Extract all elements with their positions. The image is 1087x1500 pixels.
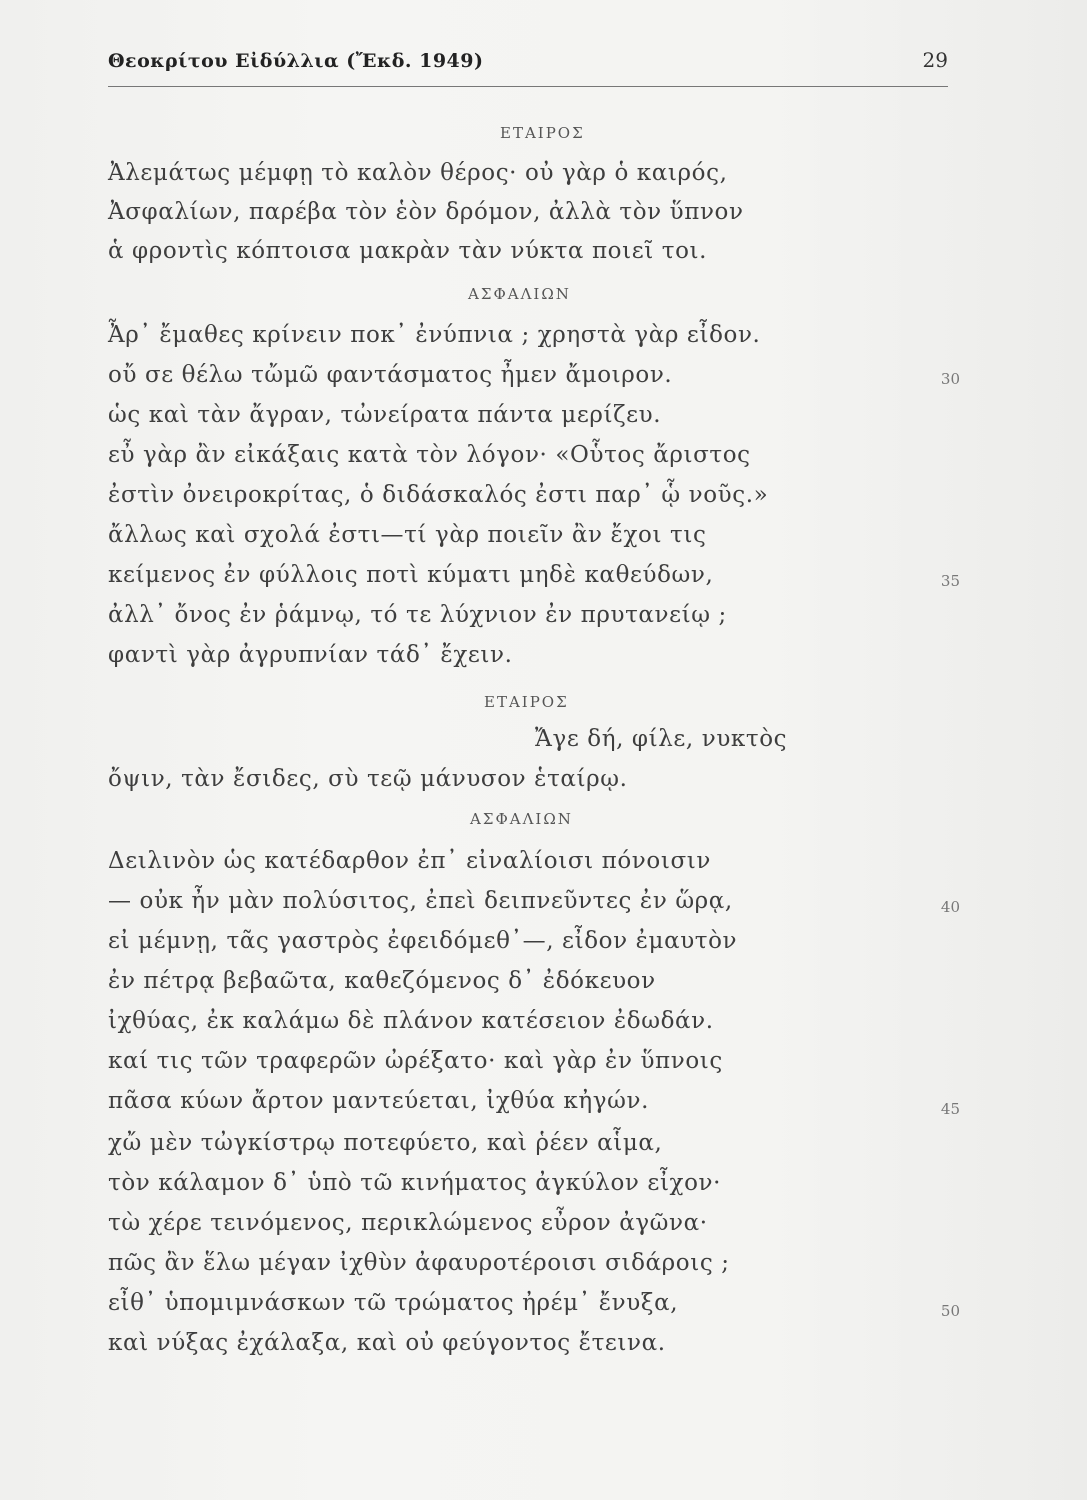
verse-line: ἄλλως καὶ σχολά ἐστι—τί γὰρ ποιεῖν ἂν ἔχοι τις	[108, 522, 707, 548]
page-number: 29	[922, 48, 948, 72]
verse-line: ὡς καὶ τὰν ἄγραν, τὠνείρατα πάντα μερίζευ.	[108, 402, 662, 428]
verse-line: τὸν κάλαμον δ᾽ ὑπὸ τῶ κινήματος ἀγκύλον εἶχον·	[108, 1170, 722, 1196]
verse-line: εἰ μέμνῃ, τᾶς γαστρὸς ἐφειδόμεθ᾽—, εἶδον ἐμαυτὸν	[108, 928, 738, 954]
verse-line: Ἆρ᾽ ἔμαθες κρίνειν ποκ᾽ ἐνύπνια ; χρηστὰ γὰρ εἶδον.	[108, 322, 761, 348]
verse-line: ἐστὶν ὀνειροκρίτας, ὁ διδάσκαλός ἐστι παρ᾽ ᾧ νοῦς.»	[108, 482, 769, 508]
verse-line: ἰχθύας, ἐκ καλάμω δὲ πλάνον κατέσειον ἐδωδάν.	[108, 1008, 714, 1034]
verse-line: Ἀσφαλίων, παρέβα τὸν ἑὸν δρόμον, ἀλλὰ τὸν ὕπνον	[108, 199, 744, 225]
verse-line: εἶθ᾽ ὑπομιμνάσκων τῶ τρώματος ἠρέμ᾽ ἔνυξα,	[108, 1290, 679, 1316]
verse-line: πῶς ἂν ἕλω μέγαν ἰχθὺν ἀφαυροτέροισι σιδάροις ;	[108, 1250, 730, 1276]
verse-line: ὄψιν, τὰν ἔσιδες, σὺ τεῷ μάνυσον ἑταίρῳ.	[108, 766, 628, 792]
verse-line: τὼ χέρε τεινόμενος, περικλώμενος εὖρον ἀγῶνα·	[108, 1210, 708, 1236]
verse-line: ἐν πέτρᾳ βεβαῶτα, καθεζόμενος δ᾽ ἐδόκευον	[108, 968, 656, 994]
line-number: 35	[940, 572, 960, 590]
verse-line: οὔ σε θέλω τὤμῶ φαντάσματος ἦμεν ἄμοιρον.	[108, 362, 673, 388]
line-number: 30	[940, 370, 960, 388]
verse-line: — οὐκ ἦν μὰν πολύσιτος, ἐπεὶ δειπνεῦντες ἐν ὥρᾳ,	[108, 888, 733, 914]
running-title: Θεοκρίτου Εἰδύλλια (Ἔκδ. 1949)	[108, 50, 484, 72]
verse-line: χὤ μὲν τὠγκίστρῳ ποτεφύετο, καὶ ῥέεν αἷμα,	[108, 1130, 663, 1156]
line-number: 50	[940, 1302, 960, 1320]
verse-line: πᾶσα κύων ἄρτον μαντεύεται, ἰχθύα κἠγών.	[108, 1088, 649, 1114]
verse-line: Δειλινὸν ὡς κατέδαρθον ἐπ᾽ εἰναλίοισι πόνοισιν	[108, 848, 711, 874]
speaker-label: ΕΤΑΙΡΟΣ	[500, 124, 585, 142]
verse-line: καί τις τῶν τραφερῶν ὠρέξατο· καὶ γὰρ ἐν ὕπνοις	[108, 1048, 723, 1074]
speaker-label: ΑΣΦΑΛΙΩΝ	[468, 285, 571, 303]
verse-line: Ἀλεμάτως μέμφῃ τὸ καλὸν θέρος· οὐ γὰρ ὁ καιρός,	[108, 160, 728, 186]
verse-line: καὶ νύξας ἐχάλαξα, καὶ οὐ φεύγοντος ἔτεινα.	[108, 1330, 666, 1356]
verse-line: Ἄγε δή, φίλε, νυκτὸς	[535, 726, 788, 752]
verse-line: ἀλλ᾽ ὄνος ἐν ῥάμνῳ, τό τε λύχνιον ἐν πρυτανείῳ ;	[108, 602, 727, 628]
verse-line: ἁ φροντὶς κόπτοισα μακρὰν τὰν νύκτα ποιεῖ τοι.	[108, 238, 708, 264]
verse-line: κείμενος ἐν φύλλοις ποτὶ κύματι μηδὲ καθεύδων,	[108, 562, 714, 588]
speaker-label: ΕΤΑΙΡΟΣ	[484, 693, 569, 711]
line-number: 45	[940, 1100, 960, 1118]
verse-line: φαντὶ γὰρ ἀγρυπνίαν τάδ᾽ ἔχειν.	[108, 642, 513, 668]
line-number: 40	[940, 898, 960, 916]
speaker-label: ΑΣΦΑΛΙΩΝ	[470, 810, 573, 828]
verse-line: εὖ γὰρ ἂν εἰκάξαις κατὰ τὸν λόγον· «Οὗτος ἄριστος	[108, 442, 751, 468]
